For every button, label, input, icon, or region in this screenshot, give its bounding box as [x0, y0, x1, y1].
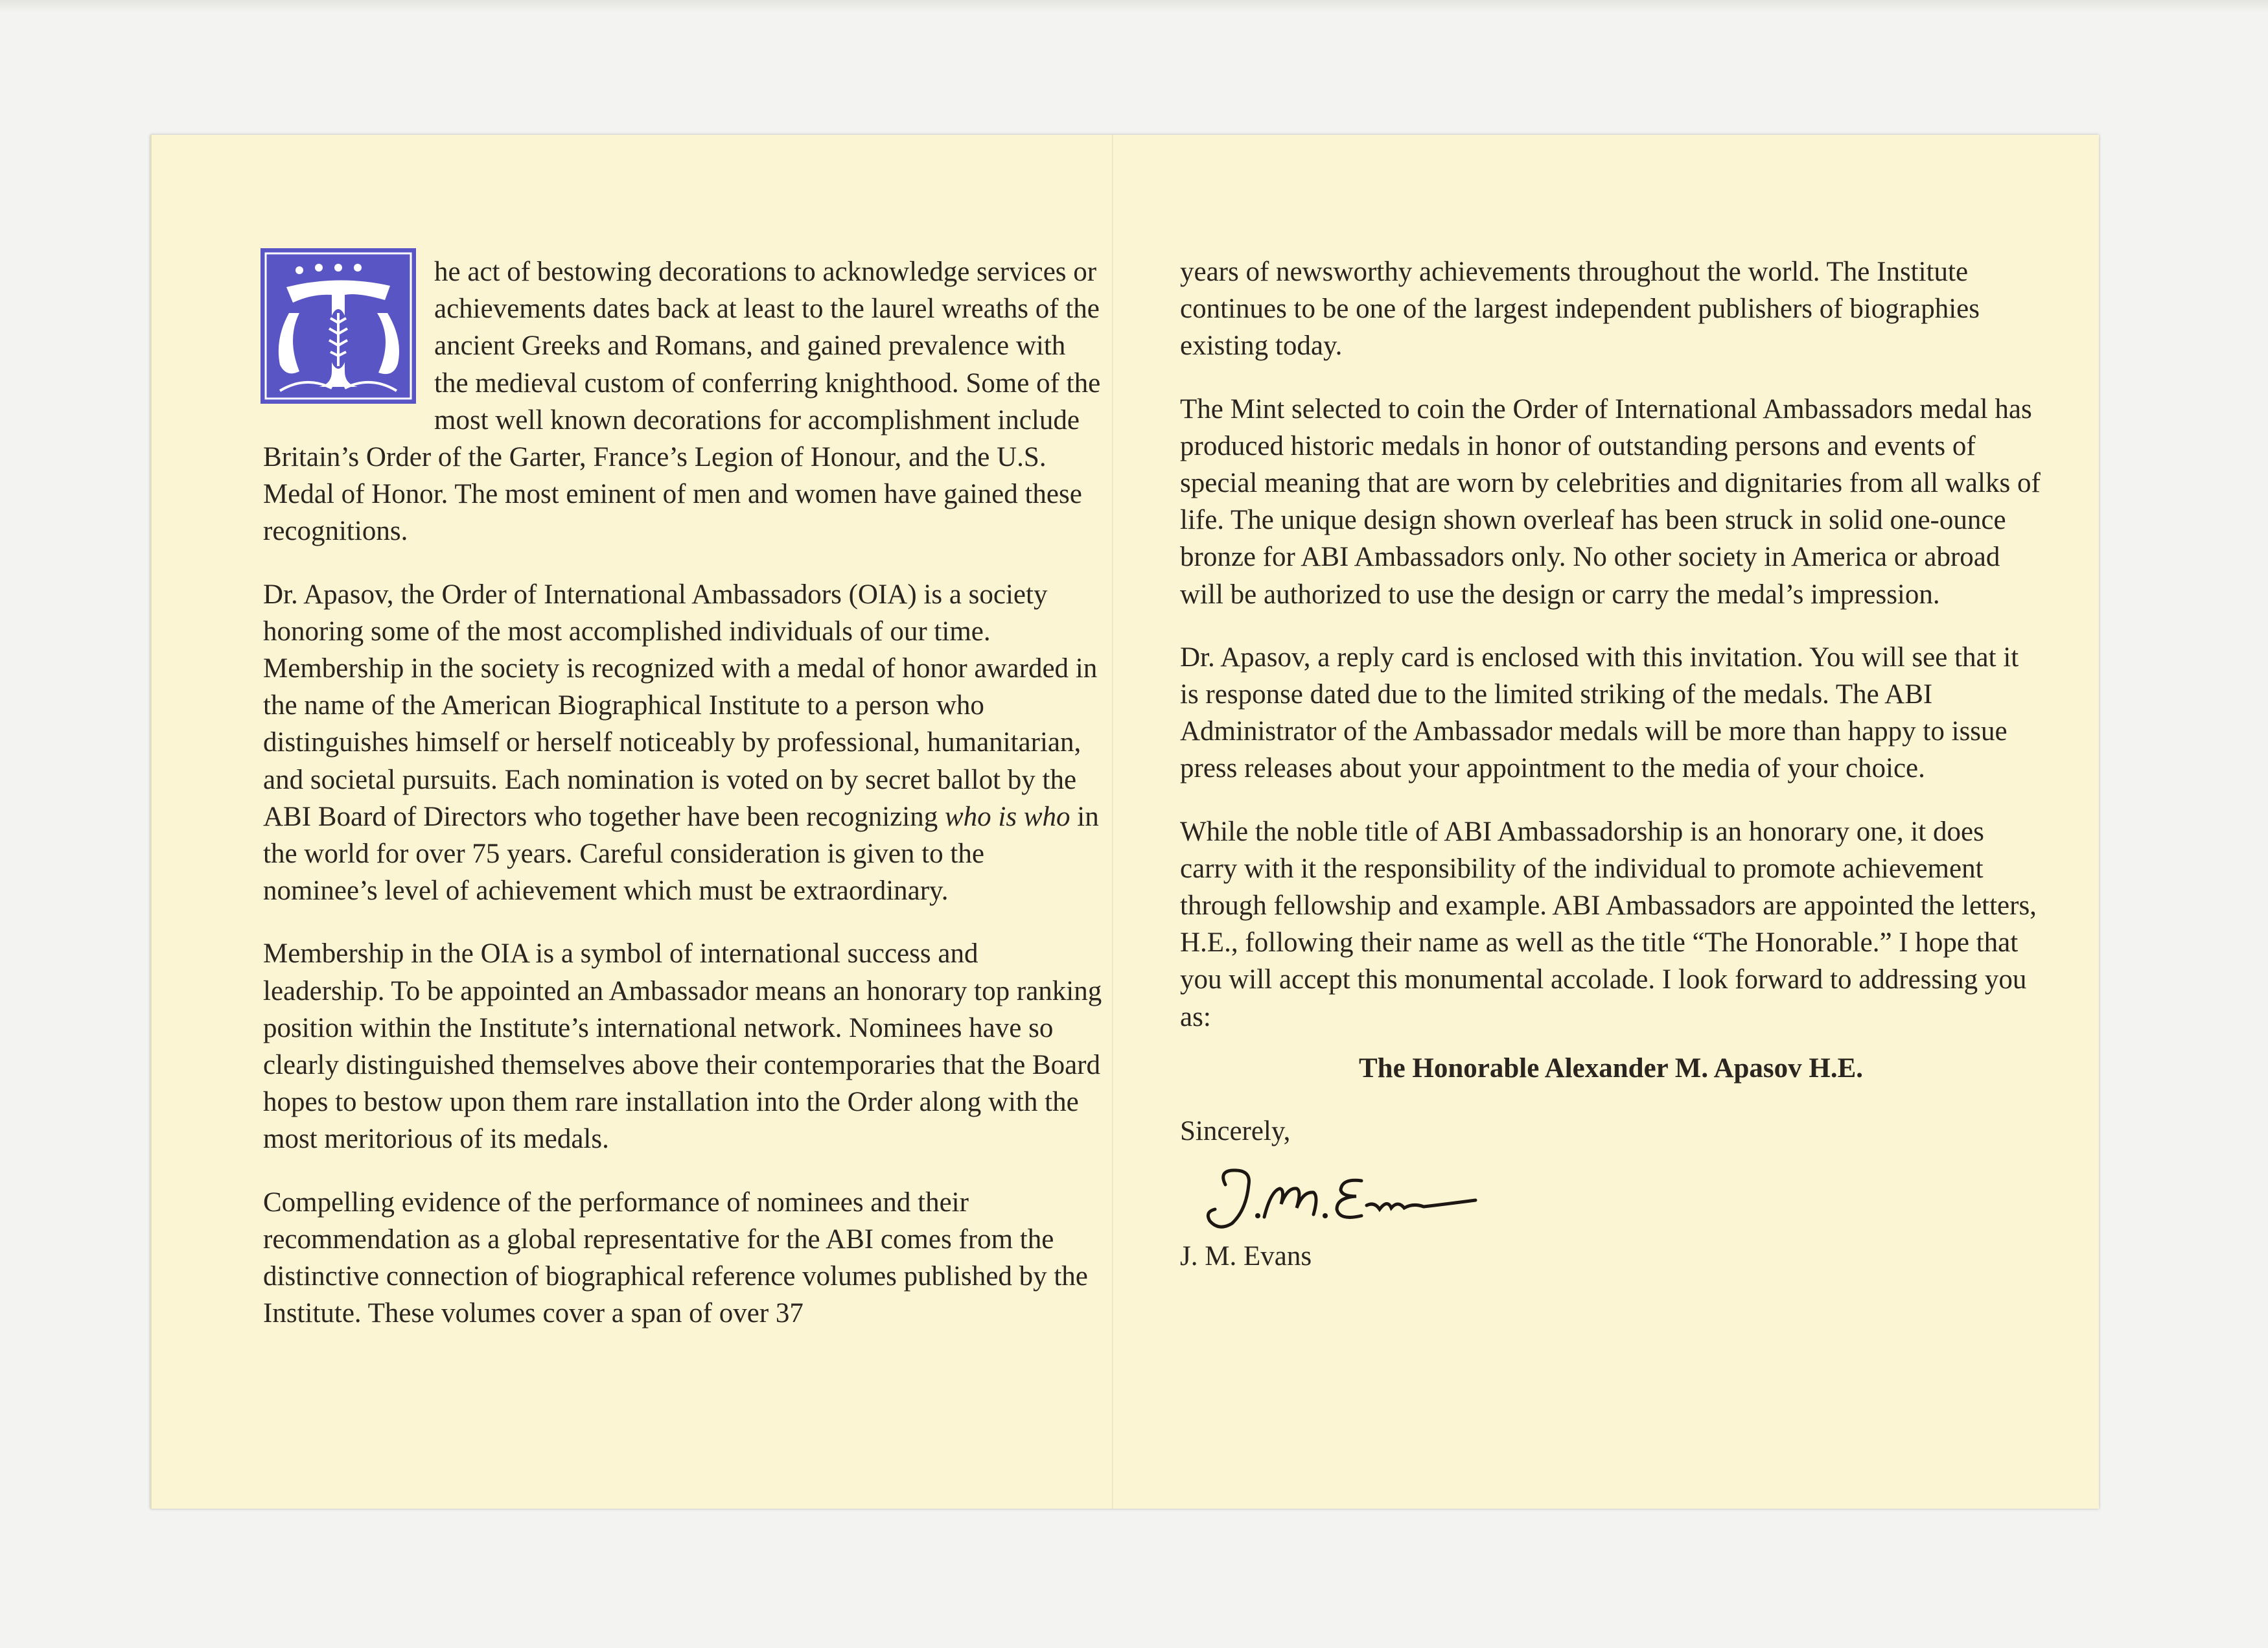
paragraph-oia-text-1: Dr. Apasov, the Order of International Ambassadors (OIA) is a society honoring some of the most accomplished individuals of our time. Membership in the society is recognized with a medal of honor awarded in the name of the American Biographical Institute to a person who distinguishes himself or herself noticeably by professional, humanitarian, and societal pursuits. Each nomination is voted on by secret ballot by the ABI Board of Directors who together have been recognizing: [263, 579, 1098, 832]
letter-sheet: [150, 135, 2099, 1509]
illuminated-dropcap-icon: [260, 248, 416, 404]
paragraph-evidence: Compelling evidence of the performance of nominees and their recommendation as a global representative for the ABI comes from the distinctive connection of biographical reference volumes published by the Institute. These volumes cover a span of over 37: [263, 1187, 1088, 1329]
signer-name: J. M. Evans: [1180, 1241, 1312, 1272]
paragraph-intro: he act of bestowing decorations to acknowledge services or achievements dates back at least to the laurel wreaths of the ancient Greeks and Romans, and gained prevalence with the medieval custom of conferring knighthood. Some of the most well known decorations for accomplishment include Britain’s Order of the Garter, France’s Legion of Honour, and the U.S. Medal of Honor. The most eminent of men and women have gained these recognitions.: [263, 257, 1101, 547]
closing-salutation: Sincerely,: [1180, 1116, 1291, 1147]
paragraph-oia: [263, 576, 1105, 910]
scan-edge: [0, 0, 2268, 13]
paragraph-mint: The Mint selected to coin the Order of International Ambassadors medal has produced historic medals in honor of outstanding persons and events of special meaning that are worn by celebrities and dignitaries from all walks of life. The unique design shown overleaf has been struck in solid one-ounce bronze for ABI Ambassadors only. No other society in America or abroad will be authorized to use the design or carry the medal’s impression.: [1180, 393, 2041, 610]
right-column: [1180, 253, 2042, 1275]
paragraph-membership: Membership in the OIA is a symbol of international success and leadership. To be appointed an Ambassador means an honorary top ranking position within the Institute’s international network. Nominees have so clearly distinguished themselves above their contemporaries that the Board hopes to bestow upon them rare installation into the Order along with the most meritorious of its medals.: [263, 938, 1102, 1155]
paragraph-ambassadorship: While the noble title of ABI Ambassadorship is an honorary one, it does carry with it the responsibility of the individual to promote achievement through fellowship and example. ABI Ambassadors are appointed the letters, H.E., following their name as well as the title “The Honorable.” I hope that you will accept this monumental accolade. I look forward to addressing you as:: [1180, 816, 2037, 1032]
paragraph-continuation: years of newsworthy achievements throughout the world. The Institute continues to be one of the largest independent publishers of biographies existing today.: [1180, 257, 1980, 362]
honoree-name: The Honorable Alexander M. Apasov H.E.: [1358, 1052, 1864, 1084]
handwritten-signature-icon: [1180, 1159, 2042, 1238]
left-column: [263, 253, 1105, 1332]
emphasis-who-is-who: who is who: [944, 801, 1070, 832]
center-fold: [1112, 135, 1113, 1509]
paragraph-reply-card: Dr. Apasov, a reply card is enclosed with this invitation. You will see that it is response dated due to the limited striking of the medals. The ABI Administrator of the Ambassador medals will be more than happy to issue press releases about your appointment to the media of your choice.: [1180, 642, 2019, 784]
paragraph-oia-text-2: in the world for over 75 years. Careful consideration is given to the nominee’s level of achievement which must be extraordinary.: [263, 801, 1099, 907]
